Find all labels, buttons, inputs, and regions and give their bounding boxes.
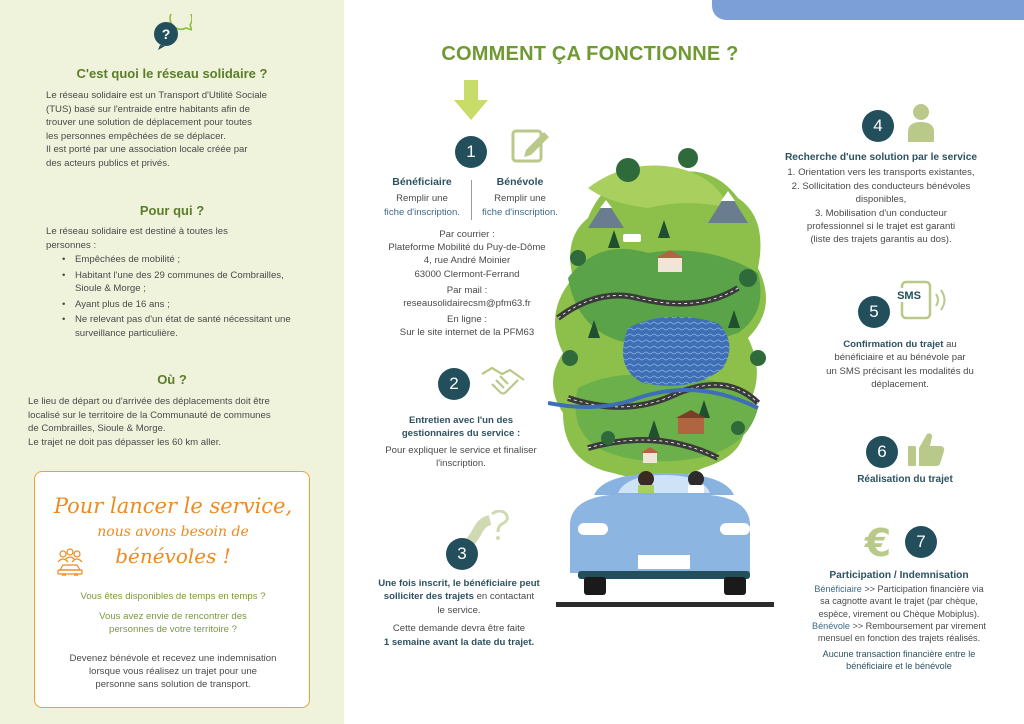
contact-email[interactable]: reseausolidairecsm@pfm63.fr xyxy=(403,298,531,310)
step-6-title: Réalisation du trajet xyxy=(857,474,953,485)
what-is-heading: C'est quoi le réseau solidaire ? xyxy=(76,66,268,81)
down-arrow-icon xyxy=(452,80,490,120)
list-item: • Ayant plus de 16 ans ; xyxy=(62,298,312,312)
handshake-icon xyxy=(480,362,528,400)
info-panel xyxy=(0,0,344,724)
eligibility-list xyxy=(62,253,312,343)
step-3-number: 3 xyxy=(446,538,478,570)
step-4-text: Recherche d'une solution par le service 1. Orientation vers les transports existantes, 2. Sollicitation des conducteurs bénévoles disponibles, 3. Mobilisation d'un conducteur professionnel si le trajet est garanti (liste des trajets garantis au dos). xyxy=(784,152,978,246)
step-7-text: Participation / Indemnisation Bénéficiaire >> Participation financière via sa cagnotte avant le trajet (par chèque, espèce, virement ou Chèque Mobiplus). Bénévole >> Remboursement par virement mensuel en fonction des trajets réalisés. Aucune transaction financière entre le bénéficiaire et le bénévole xyxy=(812,570,986,672)
top-accent-bar xyxy=(712,0,1024,20)
page-title: COMMENT ÇA FONCTIONNE ? xyxy=(441,43,739,65)
svg-text:?: ? xyxy=(161,26,171,42)
svg-text:€: € xyxy=(864,522,892,562)
beneficiary-registration-link[interactable]: fiche d'inscription. xyxy=(384,206,460,218)
landscape-car-illustration xyxy=(548,128,780,610)
list-item: • Habitant l'une des 29 communes de Combrailles, Sioule & Morge ; xyxy=(62,269,312,296)
where-text: Le lieu de départ ou d'arrivée des déplacements doit être localisé sur le territoire de la Communauté de communes de Combrailles, Sioule & Morge. Le trajet ne doit pas dépasser les 60 km aller. xyxy=(28,396,271,448)
callout-question-2: Vous avez envie de rencontrer des personnes de votre territoire ? xyxy=(99,611,247,635)
column-divider xyxy=(471,180,472,220)
step-3-text: Une fois inscrit, le bénéficiaire peut solliciter des trajets en contactant le service. Cette demande devra être faite 1 semaine avant la date du trajet. xyxy=(378,578,540,648)
person-icon xyxy=(906,102,936,142)
callout-headline-3: bénévoles ! xyxy=(115,544,231,568)
volunteer-callout xyxy=(34,471,310,708)
pfm63-website-link[interactable]: Sur le site internet de la PFM63 xyxy=(399,327,535,339)
for-whom-intro: Le réseau solidaire est destiné à toutes les personnes : xyxy=(46,226,228,251)
step-5-text: Confirmation du trajet au bénéficiaire et au bénévole par un SMS précisant les modalités du déplacement. xyxy=(826,339,974,391)
step-4-number: 4 xyxy=(862,110,894,142)
callout-text: Devenez bénévole et recevez une indemnisation lorsque vous réalisez un trajet pour une personne sans solution de transport. xyxy=(69,653,277,690)
step-6-number: 6 xyxy=(866,436,898,468)
volunteer-registration-link[interactable]: fiche d'inscription. xyxy=(482,206,558,218)
list-item: • Empêchées de mobilité ; xyxy=(62,253,312,267)
list-item: • Ne relevant pas d'un état de santé nécessitant une surveillance particulière. xyxy=(62,313,312,340)
callout-question-1: Vous êtes disponibles de temps en temps ? xyxy=(80,591,266,602)
form-edit-icon xyxy=(510,124,552,164)
sms-label: SMS xyxy=(897,290,921,302)
where-heading: Où ? xyxy=(157,372,187,387)
step-2-number: 2 xyxy=(438,368,470,400)
step-5-number: 5 xyxy=(858,296,890,328)
callout-headline-1: Pour lancer le service, xyxy=(53,494,293,518)
step-1-number: 1 xyxy=(455,136,487,168)
question-bubble-icon xyxy=(152,14,192,50)
step-1-volunteer: Bénévole Remplir une fiche d'inscription. xyxy=(476,176,564,219)
step-1-beneficiary: Bénéficiaire Remplir une fiche d'inscription. xyxy=(378,176,466,219)
step-7-number: 7 xyxy=(905,526,937,558)
step-1-contact: Par courrier : Plateforme Mobilité du Puy-de-Dôme 4, rue André Moinier 63000 Clermont-Ferrand Par mail : reseausolidairecsm@pfm63.fr En ligne : Sur le site internet de la PFM63 xyxy=(372,228,562,340)
for-whom-heading: Pour qui ? xyxy=(139,203,205,218)
step-2-text: Entretien avec l'un des gestionnaires du service : Pour expliquer le service et finaliser l'inscription. xyxy=(385,415,537,470)
euro-icon xyxy=(858,522,898,562)
callout-headline-2: nous avons besoin de xyxy=(97,524,249,540)
thumbs-up-icon xyxy=(906,430,946,468)
sms-phone-icon xyxy=(890,280,952,320)
what-is-text: Le réseau solidaire est un Transport d'Utilité Sociale (TUS) basé sur l'entraide entre habitants afin de trouver une solution de déplacement pour toutes les personnes empêchées de se déplacer. Il est porté par une association locale créée par des acteurs publics et privés. xyxy=(46,90,268,169)
